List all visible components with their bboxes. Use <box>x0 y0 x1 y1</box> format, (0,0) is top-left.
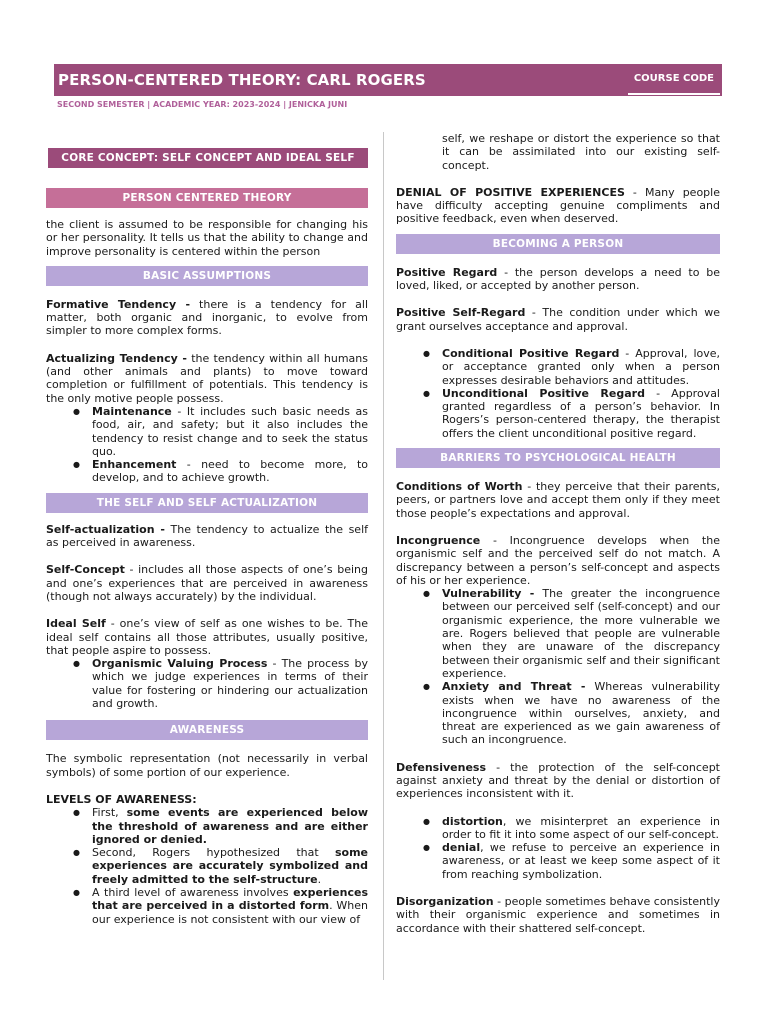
list-item <box>46 458 368 485</box>
page-subtitle: SECOND SEMESTER | ACADEMIC YEAR: 2023-2024 | JENICKA JUNI <box>57 100 348 109</box>
dist-term: distortion <box>442 814 503 828</box>
core-concept-heading: CORE CONCEPT: SELF CONCEPT AND IDEAL SELF <box>48 148 368 168</box>
list-item <box>46 806 368 846</box>
list-item <box>46 657 368 710</box>
selfact-term: Self-actualization - <box>46 522 165 536</box>
basic-assumptions-heading: BASIC ASSUMPTIONS <box>46 266 368 286</box>
incongruence <box>396 534 720 587</box>
list-item <box>46 886 368 926</box>
person-centered-heading: PERSON CENTERED THEORY <box>46 188 368 208</box>
formative-term: Formative Tendency - <box>46 297 191 311</box>
selfconcept-text: - includes all those aspects of one’s being and one’s experiences that are perceived in awareness (though not always accurately) by the individual. <box>46 563 368 603</box>
pr-text: - the person develops a need to be loved, liked, or accepted by another person. <box>396 265 721 293</box>
actualizing-term: Actualizing Tendency - <box>46 351 187 365</box>
incong-term: Incongruence <box>396 533 481 547</box>
incong-text: - Incongruence develops when the organismic self and the perceived self do not match. A discrepancy between a person’s self-concept and aspects of his or her experience. <box>396 533 720 587</box>
psr-term: Positive Self-Regard <box>396 306 526 320</box>
l1-pre: First, <box>92 806 127 820</box>
actualizing-text: the tendency within all humans (and other animals and plants) to move toward completion or fulfillment of potentials. This tendency is the only motive people possess. <box>46 351 368 405</box>
levels-heading-text: LEVELS OF AWARENESS: <box>46 792 197 806</box>
l3-pre: A third level of awareness involves <box>92 885 294 899</box>
defensiveness-list <box>396 815 720 881</box>
actualizing-tendency <box>46 352 368 405</box>
cpr-term: Conditional Positive Regard <box>442 346 620 360</box>
positive-regard <box>396 266 720 293</box>
denial-text: - Many people have difficulty accepting genuine compliments and positive feedback, even when deserved. <box>396 185 720 226</box>
l2-pre: Second, Rogers hypothesized that <box>92 846 335 860</box>
vuln-text: The greater the incongruence between our perceived self (self-concept) and our organismic experience, the more vulnerable we are. Rogers believed that people are vulnerable when they are unaware of the discrepancy between their organismic self and their significant experience. <box>442 587 720 680</box>
conditions-of-worth <box>396 480 720 520</box>
l1-bold: some events are experienced below the threshold of awareness and are either ignored or denied. <box>92 806 368 846</box>
denial-positive <box>396 186 720 226</box>
ovp-text: - The process by which we judge experiences in terms of their value for fostering or hindering our actualization and growth. <box>92 657 368 711</box>
upr-term: Unconditional Positive Regard <box>442 386 645 400</box>
incongruence-list <box>396 587 720 747</box>
den-term: denial <box>442 841 481 855</box>
def-text: - the protection of the self-concept against anxiety and threat by the denial or distortion of experiences inconsistent with it. <box>396 760 720 801</box>
awareness-heading: AWARENESS <box>46 720 368 740</box>
barriers-heading: BARRIERS TO PSYCHOLOGICAL HEALTH <box>396 448 720 468</box>
positive-self-regard <box>396 306 720 333</box>
course-code-tab: COURSE CODE <box>628 69 720 95</box>
ideal-text: - one’s view of self as one wishes to be. The ideal self contains all those attributes, usually positive, that people aspire to possess. <box>46 617 369 657</box>
actualizing-list <box>46 405 368 485</box>
enhancement-text: - need to become more, to develop, and to achieve growth. <box>92 458 368 485</box>
person-centered-text: the client is assumed to be responsible for changing his or her personality. It tells us that the ability to change and improve personality is centered within the person <box>46 218 368 258</box>
self-concept <box>46 563 368 603</box>
maintenance-term: Maintenance <box>92 404 172 418</box>
denial-term: DENIAL OF POSITIVE EXPERIENCES <box>396 185 625 199</box>
list-item <box>396 841 720 881</box>
dist-text: , we misinterpret an experience in order to fit it into some aspect of our self-concept. <box>442 814 720 841</box>
awareness-text: The symbolic representation (not necessarily in verbal symbols) of some portion of our experience. <box>46 752 368 779</box>
page-title: PERSON-CENTERED THEORY: CARL ROGERS <box>58 71 426 89</box>
becoming-person-heading: BECOMING A PERSON <box>396 234 720 254</box>
formative-tendency <box>46 298 368 338</box>
l3-post: . When our experience is not consistent with our view of <box>92 899 368 926</box>
den-text: , we refuse to perceive an experience in awareness, or at least we keep some aspect of it from reaching symbolization. <box>442 841 720 881</box>
cpr-text: - Approval, love, or acceptance granted only when a person expresses desirable behaviors and attitudes. <box>442 346 721 387</box>
list-item <box>46 846 368 886</box>
psr-text: - The condition under which we grant ourselves acceptance and approval. <box>396 306 720 333</box>
list-item <box>396 387 720 440</box>
list-item <box>396 815 720 842</box>
l3-bold: experiences that are perceived in a distorted form <box>92 885 368 913</box>
self-actualization-heading: THE SELF AND SELF ACTUALIZATION <box>46 493 368 513</box>
right-column <box>396 132 720 935</box>
regard-list <box>396 347 720 440</box>
cow-text: - they perceive that their parents, peers, or partners love and accept them only if they meet those people’s expectations and approval. <box>396 480 720 520</box>
upr-text: - Approval granted regardless of a person’s behavior. In Rogers’s person-centered therapy, the therapist offers the client unconditional positive regard. <box>442 386 720 440</box>
formative-text: there is a tendency for all matter, both organic and inorganic, to evolve from simpler to more complex forms. <box>46 297 368 338</box>
levels-heading <box>46 793 368 806</box>
anx-term: Anxiety and Threat - <box>442 680 586 694</box>
ideal-self <box>46 617 368 657</box>
selfconcept-term: Self-Concept <box>46 563 125 577</box>
column-divider <box>383 132 384 980</box>
def-term: Defensiveness <box>396 760 487 774</box>
selfact-text: The tendency to actualize the self as perceived in awareness. <box>46 522 369 550</box>
continued-text: self, we reshape or distort the experience so that it can be assimilated into our existing self-concept. <box>442 132 720 172</box>
l2-bold: some experiences are accurately symbolized and freely admitted to the self-structure <box>92 846 368 886</box>
l2-post: . <box>317 872 322 886</box>
levels-list <box>46 806 368 926</box>
disorg-text: - people sometimes behave consistently with their organismic experience and sometimes in accordance with their shattered self-concept. <box>396 895 720 935</box>
title-bar <box>54 64 722 96</box>
anx-text: Whereas vulnerability exists when we have no awareness of the incongruence within ourselves, anxiety, and threat are experienced as we gain awareness of such an incongruence. <box>442 680 720 747</box>
disorg-term: Disorganization <box>396 895 494 909</box>
list-item <box>396 680 720 746</box>
list-item <box>396 587 720 680</box>
maintenance-text: - It includes such basic needs as food, air, and safety; but it also includes the tendency to resist change and to seek the status quo. <box>92 404 368 458</box>
left-column <box>46 148 368 926</box>
ideal-term: Ideal Self <box>46 617 106 631</box>
list-item <box>396 347 720 387</box>
enhancement-term: Enhancement <box>92 458 177 472</box>
cow-term: Conditions of Worth <box>396 480 523 494</box>
defensiveness <box>396 761 720 801</box>
self-actualization <box>46 523 368 550</box>
ideal-self-list <box>46 657 368 710</box>
vuln-term: Vulnerability - <box>442 587 535 601</box>
pr-term: Positive Regard <box>396 265 498 279</box>
disorganization <box>396 895 720 935</box>
list-item <box>46 405 368 458</box>
ovp-term: Organismic Valuing Process <box>92 657 268 671</box>
